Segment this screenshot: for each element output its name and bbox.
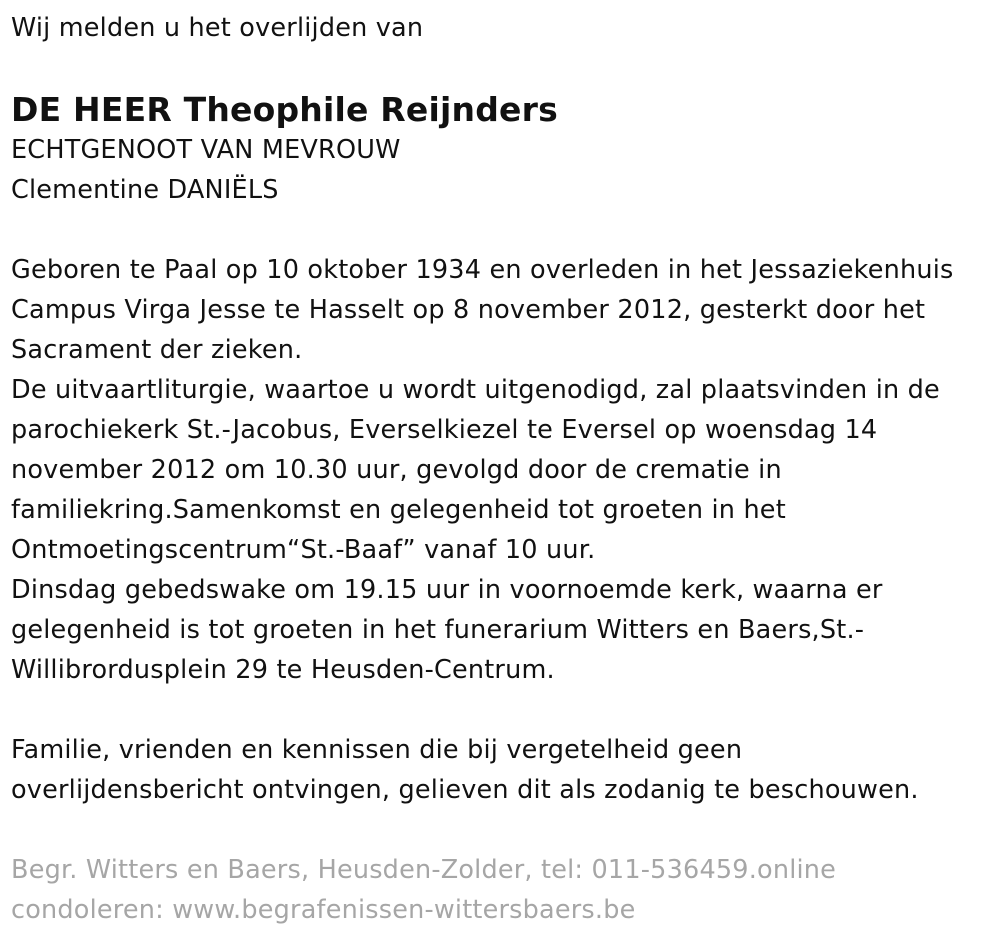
- body-line: Campus Virga Jesse te Hasselt op 8 november 2012, gesterkt door het: [11, 295, 926, 325]
- body-line: Sacrament der zieken.: [11, 335, 303, 365]
- closing-text: [11, 730, 990, 810]
- spacer: [11, 690, 990, 730]
- body-line: november 2012 om 10.30 uur, gevolgd door de crematie in: [11, 455, 782, 485]
- deceased-name: DE HEER Theophile Reijnders: [11, 90, 558, 129]
- closing-line: Familie, vrienden en kennissen die bij vergetelheid geen: [11, 735, 743, 765]
- notice-body: [11, 250, 990, 690]
- body-line: parochiekerk St.-Jacobus, Everselkiezel te Eversel op woensdag 14: [11, 415, 878, 445]
- body-line: gelegenheid is tot groeten in het funerarium Witters en Baers,St.-: [11, 615, 865, 645]
- intro-text: Wij melden u het overlijden van: [11, 13, 424, 43]
- body-line: Ontmoetingscentrum“St.-Baaf” vanaf 10 uur.: [11, 535, 596, 565]
- spacer: [11, 210, 990, 250]
- spouse-title: ECHTGENOOT VAN MEVROUW: [11, 135, 401, 165]
- body-line: Dinsdag gebedswake om 19.15 uur in voornoemde kerk, waarna er: [11, 575, 883, 605]
- body-line: Willibrordusplein 29 te Heusden-Centrum.: [11, 655, 555, 685]
- body-line: Geboren te Paal op 10 oktober 1934 en overleden in het Jessaziekenhuis: [11, 255, 954, 285]
- footer-line: Begr. Witters en Baers, Heusden-Zolder, tel: 011-536459.online: [11, 855, 837, 885]
- body-line: De uitvaartliturgie, waartoe u wordt uitgenodigd, zal plaatsvinden in de: [11, 375, 940, 405]
- condolence-url: condoleren: www.begrafenissen-wittersbaers.be: [11, 895, 636, 925]
- spouse-name: Clementine DANIËLS: [11, 175, 279, 205]
- closing-line: overlijdensbericht ontvingen, gelieven dit als zodanig te beschouwen.: [11, 775, 919, 805]
- funeral-home-footer: [11, 850, 990, 930]
- spacer: [11, 810, 990, 850]
- body-line: familiekring.Samenkomst en gelegenheid tot groeten in het: [11, 495, 786, 525]
